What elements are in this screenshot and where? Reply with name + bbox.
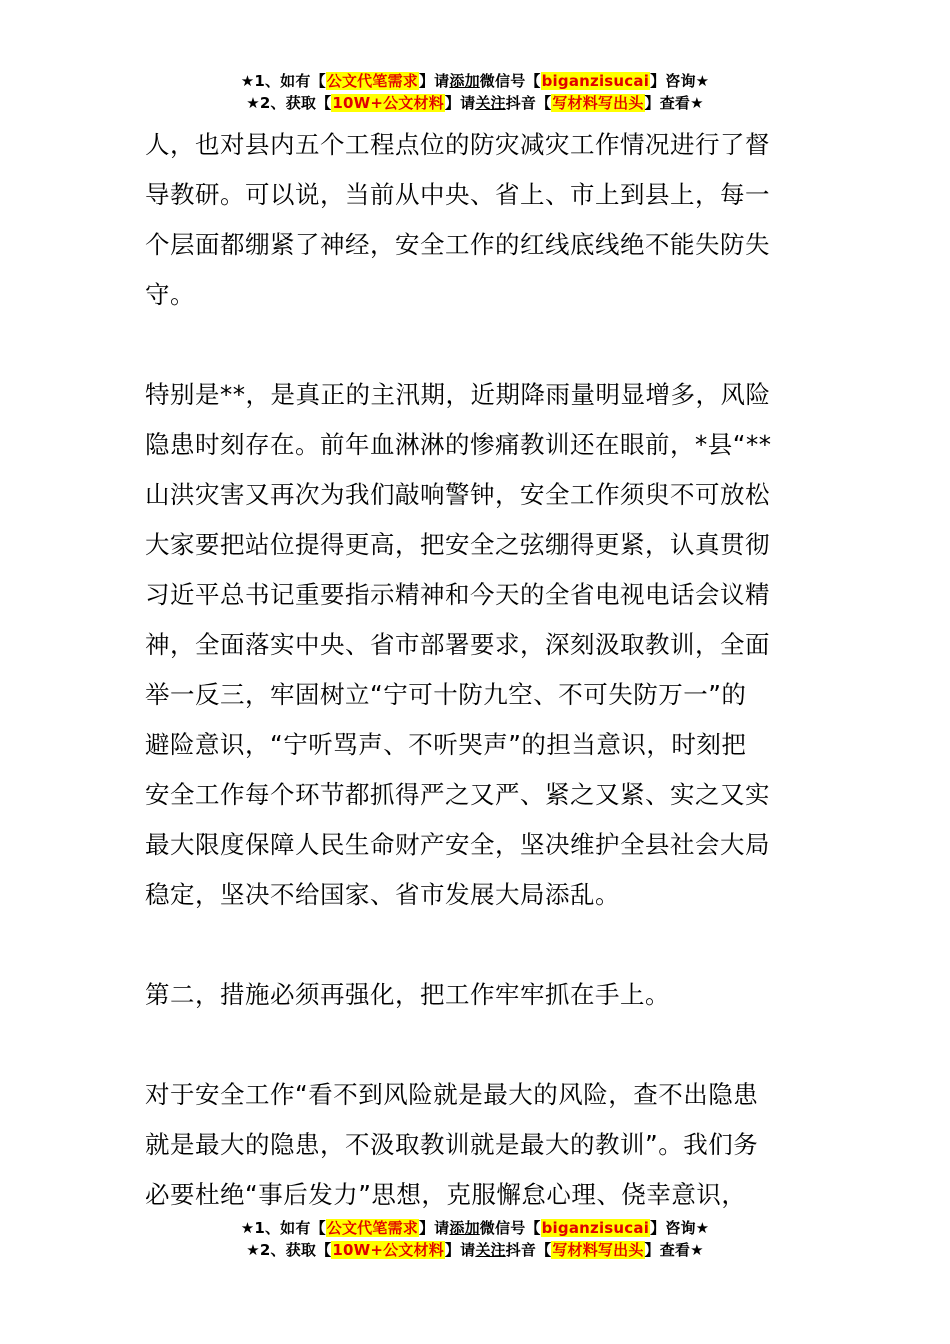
banner-text: 】查看★ — [644, 94, 704, 112]
paragraph-line: 避险意识，“宁听骂声、不听哭声”的担当意识，时刻把 — [145, 730, 747, 759]
paragraph-line: 导教研。可以说，当前从中央、省上、市上到县上，每一 — [145, 180, 770, 209]
paragraph-line: 必要杜绝“事后发力”思想，克服懈怠心理、侥幸意识， — [145, 1180, 747, 1209]
paragraph-line: 大家要把站位提得更高，把安全之弦绷得更紧，认真贯彻 — [145, 530, 770, 559]
paragraph-line: 隐患时刻存在。前年血淋淋的惨痛教训还在眼前，*县“** — [145, 430, 772, 459]
header-banner — [0, 70, 950, 114]
paragraph-line: 就是最大的隐患，不汲取教训就是最大的教训”。我们务 — [145, 1130, 759, 1159]
paragraph-line: 对于安全工作“看不到风险就是最大的风险，查不出隐患 — [145, 1080, 759, 1109]
banner-underlined: 添加 — [449, 1219, 480, 1237]
banner-text: 抖音【 — [505, 1241, 552, 1259]
banner-text: 微信号【 — [479, 72, 541, 90]
banner-highlight: 写材料写出头 — [552, 1241, 644, 1259]
banner-text: ★1、如有【 — [240, 72, 326, 90]
paragraph-line: 守。 — [145, 280, 195, 309]
banner-text: 】咨询★ — [650, 72, 710, 90]
footer-banner — [0, 1217, 950, 1261]
paragraph-line: 最大限度保障人民生命财产安全，坚决维护全县社会大局 — [145, 830, 770, 859]
banner-text: ★1、如有【 — [240, 1219, 326, 1237]
banner-highlight: 公文代笔需求 — [326, 1219, 418, 1237]
banner-text: 】请 — [444, 94, 476, 112]
paragraph-line: 个层面都绷紧了神经，安全工作的红线底线绝不能失防失 — [145, 230, 770, 259]
banner-highlight: 10W+公文材料 — [332, 1241, 444, 1259]
document-body — [145, 120, 810, 1220]
banner-highlight: 10W+公文材料 — [332, 94, 444, 112]
paragraph-line: 习近平总书记重要指示精神和今天的全省电视电话会议精 — [145, 580, 770, 609]
paragraph-line: 人，也对县内五个工程点位的防灾减灾工作情况进行了督 — [145, 130, 770, 159]
banner-line-2 — [0, 1239, 950, 1261]
banner-text: 】请 — [418, 72, 450, 90]
paragraph-line: 特别是**，是真正的主汛期，近期降雨量明显增多，风险 — [145, 380, 771, 409]
banner-highlight: biganzisucai — [541, 72, 650, 90]
banner-underlined: 关注 — [475, 1241, 506, 1259]
banner-line-1 — [0, 70, 950, 92]
paragraph-gap — [145, 320, 810, 370]
banner-highlight: biganzisucai — [541, 1219, 650, 1237]
banner-line-2 — [0, 92, 950, 114]
banner-text: 抖音【 — [505, 94, 552, 112]
banner-text: 微信号【 — [479, 1219, 541, 1237]
paragraph-line: 神，全面落实中央、省市部署要求，深刻汲取教训，全面 — [145, 630, 770, 659]
paragraph-line: 安全工作每个环节都抓得严之又严、紧之又紧、实之又实 — [145, 780, 770, 809]
banner-text: ★2、获取【 — [246, 1241, 332, 1259]
banner-text: ★2、获取【 — [246, 94, 332, 112]
banner-line-1 — [0, 1217, 950, 1239]
banner-text: 】请 — [418, 1219, 450, 1237]
paragraph-line: 稳定，坚决不给国家、省市发展大局添乱。 — [145, 880, 620, 909]
paragraph-line: 第二，措施必须再强化，把工作牢牢抓在手上。 — [145, 980, 670, 1009]
banner-text: 】咨询★ — [650, 1219, 710, 1237]
paragraph-gap — [145, 920, 810, 970]
banner-text: 】请 — [444, 1241, 476, 1259]
banner-underlined: 添加 — [449, 72, 480, 90]
banner-highlight: 写材料写出头 — [552, 94, 644, 112]
paragraph-line: 举一反三，牢固树立“宁可十防九空、不可失防万一”的 — [145, 680, 747, 709]
banner-highlight: 公文代笔需求 — [326, 72, 418, 90]
banner-underlined: 关注 — [475, 94, 506, 112]
paragraph-gap — [145, 1020, 810, 1070]
paragraph-line: 山洪灾害又再次为我们敲响警钟，安全工作须臾不可放松 — [145, 480, 770, 509]
banner-text: 】查看★ — [644, 1241, 704, 1259]
